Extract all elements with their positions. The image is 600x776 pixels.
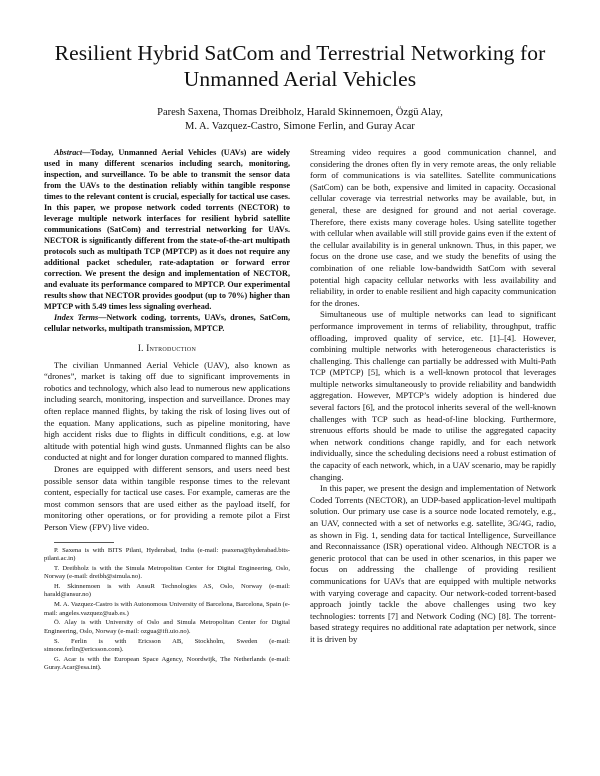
- intro-paragraph-1: The civilian Unmanned Aerial Vehicle (UAV), also known as “drones”, market is taking off due to significant improvements in robotics and technology, which also lead to numerous new applications including search, monitoring, inspection and surveillance. Drones may often replace manned flights, by taking the risk of losing lives out of the equation. Many applications, such as pipeline monitoring, have high accident risks due to flights in difficult conditions, e.g. at low altitude with potential high wind gusts. Unmanned flights can be also conducted at night and for longer duration compared to manned flights.: [44, 359, 290, 463]
- left-column: [44, 147, 290, 674]
- section-heading-introduction: I. Introduction: [137, 343, 197, 353]
- footnote: M. A. Vazquez-Castro is with Autonomous University of Barcelona, Barcelona, Spain (e-mail: angeles.vazquez@uab.es.): [44, 601, 290, 617]
- intro-paragraph-2: Drones are equipped with different sensors, and users need best possible sensor data within tangible response times to the relevant content, especially for tactical use cases. For example, cameras are the most common sensors that are used either as the payload itself, for monitoring other operations, or for providing a remote pilot a First Person View (FPV) live video.: [44, 463, 290, 532]
- right-paragraph-3: In this paper, we present the design and implementation of Network Coded Torrents (NECTOR), an UDP-based application-level multipath solution. Our primary use case is a source node located remotely, e.g., an UAV, connected with a set of networks e.g. satellite, 3G/4G, radio, as shown in Fig. 1, sending data for tactical Intelligence, Surveillance and Reconnaissance (ISR) operational video. Although NECTOR is a generic protocol that can be used in other scenarios, in this paper we focus on addressing the challenge of providing resilient communications for UAVs that are equipped with multiple networks with varying coverage and capacity. Our network-coded torrent-based approach jointly tackle the above challenges using two key technologies: torrents [7] and Network Coding (NC) [8]. The torrent-based strategy requires no additional rate adaptation per network, since it is driven by: [310, 483, 556, 644]
- right-paragraph-2: Simultaneous use of multiple networks can lead to significant performance improvement in terms of reliability, throughput, traffic offloading, improved quality of service, etc. [1]–[4]. However, combining multiple networks with heterogeneous characteristics is challenging. This challenge can partially be addressed with Multi-Path TCP (MPTCP) [5], which is a well-known protocol that leverages multiple networks simultaneously to provide reliability and bandwidth aggregation. However, MPTCP’s widely adoption is hindered due several factors [6], and the protocol inherits several of the well-known challenges with TCP such as head-of-line blocking. Furthermore, strenuous efforts should be made to utilise the aggregated capacity when network conditions change rapidly, and for each network individually, since the scheduling decisions need a robust estimation of the capacity of each network, which, in a UAV scenario, may be rapidly changing.: [310, 309, 556, 482]
- abstract-label: Abstract: [54, 148, 83, 157]
- index-terms: [44, 312, 290, 334]
- footnote: T. Dreibholz is with the Simula Metropolitan Center for Digital Engineering, Oslo, Norway (e-mail: dreibh@simula.no).: [44, 564, 290, 581]
- two-column-body: [44, 147, 556, 674]
- footnote: S. Ferlin is with Ericsson AB, Stockholm, Sweden (e-mail: simone.ferlin@ericsson.com).: [44, 637, 290, 653]
- footnote: Ö. Alay is with University of Oslo and Simula Metropolitan Center for Digital Engineering, Oslo, Norway (e-mail: ozgua@ifi.uio.no).: [44, 619, 290, 635]
- author-list: [44, 106, 556, 134]
- author-line-2: M. A. Vazquez-Castro, Simone Ferlin, and Guray Acar: [185, 121, 415, 132]
- footnote-rule: [54, 542, 114, 543]
- author-line-1: Paresh Saxena, Thomas Dreibholz, Harald Skinnemoen, Özgü Alay,: [157, 107, 443, 118]
- footnote: G. Acar is with the European Space Agency, Noordwijk, The Netherlands (e-mail: Guray.Acar@esa.int).: [44, 655, 290, 672]
- footnote: H. Skinnemoen is with AnsuR Technologies AS, Oslo, Norway (e-mail: harald@ansur.no): [44, 582, 290, 599]
- right-column: [310, 147, 556, 674]
- footnote: P. Saxena is with BITS Pilani, Hyderabad, India (e-mail: psaxena@hyderabad.bits-pilani.ac.in): [44, 546, 290, 562]
- abstract: [44, 147, 290, 312]
- paper-title: Resilient Hybrid SatCom and Terrestrial Networking for Unmanned Aerial Vehicles: [54, 41, 546, 91]
- right-paragraph-1: Streaming video requires a good communication channel, and considering the drones often fly in very remote areas, the only reliable form of communications is via satellites. Satellite communications (SatCom) can be both, expensive and limited in capacity. Occasional cellular coverage via terrestrial networks may be available, but, in general, these are designed for ground and not aerial coverage. Therefore, there exists many coverage holes. Using satellite together with cellular when available will still provide gains even if the extent of the cellular availability is in general unknown. Thus, in this paper, we focus on the drone use case, and we study the benefits of using the combination of one reliable low-bandwidth SatCom with several potential high capacity cellular networks with less availability and reliability, in order to enable resilient and high capacity communication for the drones.: [310, 147, 556, 308]
- abstract-text: —Today, Unmanned Aerial Vehicles (UAVs) are widely used in many different scenarios including search, monitoring, inspection, and surveillance. To be able to transmit the sensor data from the UAVs to the destination reliably within tangible response times to the relevant content is crucial, especially for tactical use cases. In this paper, we propose network coded torrents (NECTOR) to leverage multiple network interfaces for resilient hybrid satellite communications (SatCom) and terrestrial networking for UAVs. NECTOR is significantly different from the state-of-the-art multipath protocols such as multipath TCP (MPTCP) as it does not require any additional packet scheduler, rate-adaptation or forward error correction. We present the design and implementation of NECTOR, and evaluate its performance compared to MPTCP. Our experimental results show that NECTOR provides goodput (up to 70%) higher than MPTCP with 5.49 times less signaling overhead.: [44, 148, 290, 311]
- index-terms-label: Index Terms: [54, 313, 99, 322]
- index-terms-text: —Network coding, torrents, UAVs, drones, SatCom, cellular networks, multipath transmission, MPTCP.: [44, 313, 290, 333]
